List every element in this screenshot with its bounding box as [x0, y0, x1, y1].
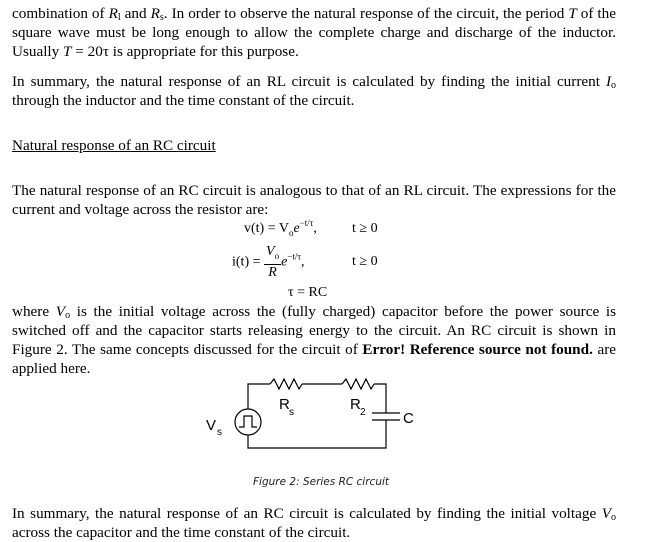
wire-top-left: [248, 384, 270, 409]
text: across the capacitor and the time constant of the circuit.: [12, 524, 351, 541]
var-t: T: [568, 5, 577, 22]
eq-exponent: −t/τ: [287, 251, 301, 262]
eq-num-sub: o: [274, 250, 280, 261]
text: through the inductor and the time constant of the circuit.: [12, 92, 355, 109]
paragraph-rc-intro: The natural response of an RC circuit is analogous to that of an RL circuit. The expressions for the current and voltage across the resistor are:: [12, 182, 616, 218]
eq-lhs: v(t) = V: [244, 221, 289, 236]
source-circle: [235, 409, 261, 435]
text: In summary, the natural response of an RC circuit is calculated by finding the initial voltage: [12, 505, 602, 522]
text: are applied here.: [12, 341, 616, 377]
sub-o: o: [611, 80, 616, 91]
eq-condition: t ≥ 0: [352, 221, 378, 236]
text: = 20τ is appropriate for this purpose.: [71, 43, 299, 60]
wire-top-right: [374, 384, 386, 413]
vs-label: V: [206, 417, 217, 434]
eq-exponent: −t/τ: [299, 218, 314, 228]
eq-e: e: [281, 254, 288, 270]
equation-voltage: [244, 218, 378, 238]
sub-o: o: [611, 512, 616, 523]
text: . In order to observe the natural response of the circuit, the period: [163, 5, 569, 22]
paragraph-rc-summary: [12, 504, 616, 542]
c-label: C: [403, 410, 414, 427]
wire-bottom: [248, 420, 386, 448]
resistor-rs: [270, 379, 302, 389]
square-wave-symbol: [239, 416, 257, 427]
r2-label: R: [350, 396, 361, 413]
vs-subscript: s: [217, 427, 222, 438]
text: where: [12, 303, 56, 320]
eq-e: e: [293, 221, 300, 236]
var-r: R: [150, 5, 160, 22]
sub-s: s: [159, 12, 164, 23]
var-t: T: [63, 43, 72, 60]
eq-num-var: V: [266, 244, 275, 259]
equation-tau: τ = RC: [288, 285, 328, 300]
eq-lhs: i(t) =: [232, 254, 261, 270]
var-v: V: [601, 505, 611, 522]
eq-denominator: [264, 265, 281, 281]
sub-o: o: [65, 310, 71, 321]
var-v: V: [55, 303, 66, 320]
text: is the initial voltage across the (fully charged) capacitor before the power source is switched off and the capacitor starts releasing energy to the circuit. An RC circuit is shown in Figure 2. The same concepts discussed for the circuit of: [12, 303, 617, 358]
equation-current: [232, 244, 378, 281]
text: combination of: [12, 5, 109, 22]
paragraph-rl-period: [12, 4, 616, 61]
eq-numerator: [264, 244, 281, 265]
eq-condition: t ≥ 0: [352, 254, 378, 269]
eq-fraction: [264, 244, 281, 281]
resistor-r2: [342, 379, 374, 389]
error-reference: Error! Reference source not found.: [362, 341, 593, 358]
rc-circuit-diagram: [200, 372, 440, 472]
figure-caption: Figure 2: Series RC circuit: [253, 476, 390, 488]
eq-comma: ,: [313, 221, 317, 236]
section-heading: Natural response of an RC circuit: [12, 137, 216, 154]
paragraph-rc-description: [12, 302, 616, 378]
r2-subscript: 2: [360, 407, 366, 418]
text: and: [120, 5, 151, 22]
var-r: R: [108, 5, 118, 22]
text: In summary, the natural response of an RL circuit is calculated by finding the initial current: [12, 73, 606, 90]
rs-subscript: s: [289, 407, 294, 418]
var-i: I: [605, 73, 611, 90]
eq-comma: ,: [300, 254, 305, 270]
eq-sub: o: [288, 227, 294, 238]
eq-den-var: R: [268, 264, 277, 280]
text: of the square wave must be long enough to allow the complete charge and discharge of the inductor. Usually: [12, 5, 616, 60]
rs-label: R: [279, 396, 290, 413]
paragraph-rl-summary: [12, 72, 616, 110]
sub-l: l: [117, 12, 121, 23]
